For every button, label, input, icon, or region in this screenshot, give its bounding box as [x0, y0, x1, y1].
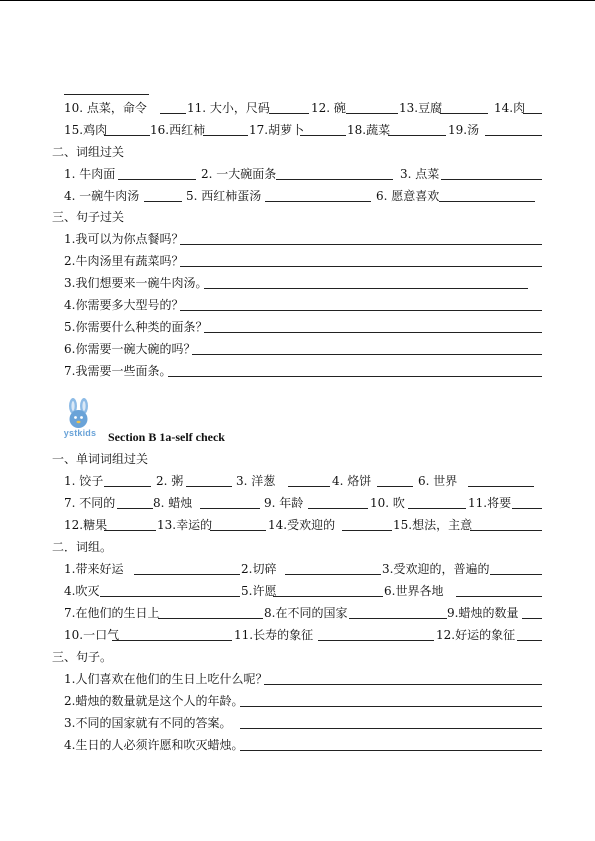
answer-blank[interactable]: [470, 530, 542, 531]
sentence-row: [0, 252, 595, 270]
answer-blank[interactable]: [265, 201, 371, 202]
sb-phrases-heading-row: [0, 538, 595, 556]
vocab-row-10: [0, 99, 595, 117]
sentence-row: [0, 230, 595, 248]
vocab-item-19: 19.汤: [448, 123, 480, 137]
answer-blank[interactable]: [517, 640, 542, 641]
sb-sentence-prompt: 1.人们喜欢在他们的生日上吃什么呢？: [64, 672, 268, 686]
logo-text: ystkids: [63, 428, 97, 438]
answer-blank[interactable]: [144, 201, 182, 202]
answer-blank[interactable]: [440, 113, 488, 114]
sb-words-heading-row: [0, 450, 595, 468]
phrase-item-6: 6. 愿意喜欢: [376, 189, 440, 203]
answer-blank[interactable]: [377, 486, 413, 487]
sb-word-6: 6. 世界: [418, 474, 458, 488]
sb-sentences-heading: 三、句子。: [52, 650, 113, 664]
sb-sentence-prompt: 2.蜡烛的数量就是这个人的年龄。: [64, 694, 244, 708]
answer-blank[interactable]: [512, 508, 542, 509]
answer-blank[interactable]: [104, 486, 151, 487]
answer-blank[interactable]: [523, 113, 542, 114]
sentences-heading: 三、句子过关: [52, 210, 125, 224]
sentence-prompt: 5.你需要什么种类的面条？: [64, 320, 208, 334]
sb-sentences-heading-row: [0, 648, 595, 666]
answer-blank[interactable]: [64, 94, 149, 95]
sb-phrase-1: 1.带来好运: [64, 562, 124, 576]
sentence-prompt: 2.牛肉汤里有蔬菜吗？: [64, 254, 184, 268]
sb-sentence-prompt: 3.不同的国家就有不同的答案。: [64, 716, 232, 730]
answer-blank[interactable]: [180, 266, 542, 267]
answer-blank[interactable]: [210, 530, 266, 531]
sentences-heading-row: [0, 208, 595, 226]
sb-word-11: 11.将要: [468, 496, 512, 510]
answer-blank[interactable]: [408, 508, 466, 509]
page-top-rule: [0, 0, 595, 1]
bunny-icon: [57, 398, 103, 430]
answer-blank[interactable]: [203, 135, 248, 136]
vocab-row-15: [0, 121, 595, 139]
vocab-item-12: 12. 碗: [311, 101, 346, 115]
sb-phrase-12: 12.好运的象征: [436, 628, 516, 642]
answer-blank[interactable]: [269, 113, 309, 114]
answer-blank[interactable]: [100, 596, 240, 597]
vocab-item-11: 11. 大小，尺码: [187, 101, 270, 115]
answer-blank[interactable]: [349, 618, 447, 619]
answer-blank[interactable]: [346, 113, 398, 114]
sb-word-3: 3. 洋葱: [236, 474, 276, 488]
vocab-item-14: 14.肉: [494, 101, 526, 115]
answer-blank[interactable]: [240, 706, 542, 707]
answer-blank[interactable]: [308, 508, 368, 509]
answer-blank[interactable]: [388, 135, 446, 136]
answer-blank[interactable]: [490, 574, 542, 575]
phrase-row-1: [0, 165, 595, 183]
answer-blank[interactable]: [240, 750, 542, 751]
answer-blank[interactable]: [318, 640, 434, 641]
sb-phrase-9: 9.蜡烛的数量: [447, 606, 519, 620]
answer-blank[interactable]: [158, 618, 263, 619]
sb-phrase-5: 5.许愿: [241, 584, 277, 598]
sb-word-14: 14.受欢迎的: [268, 518, 336, 532]
phrase-item-3: 3. 点菜: [400, 167, 440, 181]
answer-blank[interactable]: [240, 728, 542, 729]
answer-blank[interactable]: [439, 201, 535, 202]
answer-blank[interactable]: [456, 596, 542, 597]
vocab-item-18: 18.蔬菜: [347, 123, 391, 137]
sb-word-12: 12.糖果: [64, 518, 108, 532]
sb-sentence-row: [0, 714, 595, 732]
sb-word-4: 4. 烙饼: [332, 474, 372, 488]
answer-blank[interactable]: [168, 376, 542, 377]
sentence-prompt: 4.你需要多大型号的？: [64, 298, 184, 312]
answer-blank[interactable]: [117, 508, 153, 509]
answer-blank[interactable]: [204, 288, 528, 289]
answer-blank[interactable]: [276, 179, 393, 180]
sentence-row: [0, 296, 595, 314]
answer-blank[interactable]: [104, 135, 150, 136]
vocab-item-10: 10. 点菜，命令: [64, 101, 147, 115]
sb-word-15: 15.想法，主意: [393, 518, 473, 532]
sb-word-10: 10. 吹: [370, 496, 405, 510]
answer-blank[interactable]: [264, 684, 542, 685]
answer-blank[interactable]: [485, 135, 542, 136]
sb-word-row-3: [0, 516, 595, 534]
sb-phrase-row-2: [0, 582, 595, 600]
answer-blank[interactable]: [180, 310, 542, 311]
top-leftover-line: [0, 80, 595, 98]
sb-word-row-2: [0, 494, 595, 512]
vocab-item-17: 17.胡萝卜: [249, 123, 305, 137]
answer-blank[interactable]: [118, 179, 196, 180]
phrase-item-2: 2. 一大碗面条: [201, 167, 277, 181]
sentence-prompt: 1.我可以为你点餐吗？: [64, 232, 184, 246]
section-b-title: Section B 1a-self check: [108, 430, 225, 444]
sentence-row: [0, 340, 595, 358]
sb-sentence-row: [0, 692, 595, 710]
phrase-row-2: [0, 187, 595, 205]
sb-sentence-prompt: 4.生日的人必须许愿和吹灭蜡烛。: [64, 738, 244, 752]
answer-blank[interactable]: [300, 135, 346, 136]
phrases-heading: 二、词组过关: [52, 145, 125, 159]
answer-blank[interactable]: [200, 508, 260, 509]
sb-sentence-row: [0, 670, 595, 688]
vocab-item-16: 16.西红柿: [150, 123, 206, 137]
answer-blank[interactable]: [522, 618, 542, 619]
sb-word-9: 9. 年龄: [264, 496, 304, 510]
answer-blank[interactable]: [342, 530, 392, 531]
answer-blank[interactable]: [192, 354, 542, 355]
vocab-item-13: 13.豆腐: [399, 101, 443, 115]
sb-word-7: 7. 不同的: [64, 496, 116, 510]
answer-blank[interactable]: [180, 244, 542, 245]
sentence-prompt: 6.你需要一碗大碗的吗？: [64, 342, 196, 356]
phrase-item-5: 5. 西红柿蛋汤: [186, 189, 262, 203]
answer-blank[interactable]: [441, 179, 542, 180]
section-b-title-row: [0, 428, 595, 446]
sb-phrase-6: 6.世界各地: [384, 584, 444, 598]
sb-word-13: 13.幸运的: [157, 518, 213, 532]
answer-blank[interactable]: [285, 574, 381, 575]
answer-blank[interactable]: [186, 486, 232, 487]
sentence-prompt: 7.我需要一些面条。: [64, 364, 172, 378]
sb-phrase-row-4: [0, 626, 595, 644]
answer-blank[interactable]: [104, 530, 156, 531]
sb-phrase-10: 10.一口气: [64, 628, 120, 642]
phrase-item-4: 4. 一碗牛肉汤: [64, 189, 140, 203]
phrases-heading-row: [0, 143, 595, 161]
sb-phrase-8: 8.在不同的国家: [264, 606, 348, 620]
answer-blank[interactable]: [204, 332, 542, 333]
sb-phrase-4: 4.吹灭: [64, 584, 100, 598]
answer-blank[interactable]: [273, 596, 383, 597]
sb-phrase-3: 3.受欢迎的，普遍的: [382, 562, 490, 576]
sb-word-2: 2. 粥: [156, 474, 184, 488]
answer-blank[interactable]: [288, 486, 330, 487]
sb-word-1: 1. 饺子: [64, 474, 104, 488]
answer-blank[interactable]: [112, 640, 232, 641]
sentence-row: [0, 362, 595, 380]
sb-sentence-row: [0, 736, 595, 754]
sentence-prompt: 3.我们想要来一碗牛肉汤。: [64, 276, 208, 290]
answer-blank[interactable]: [468, 486, 534, 487]
sb-word-8: 8. 蜡烛: [153, 496, 193, 510]
sb-phrases-heading: 二．词组。: [52, 540, 113, 554]
sb-words-heading: 一、单词词组过关: [52, 452, 149, 466]
sb-phrase-7: 7.在他们的生日上: [64, 606, 160, 620]
vocab-item-15: 15.鸡肉: [64, 123, 108, 137]
sb-word-row-1: [0, 472, 595, 490]
sentence-row: [0, 318, 595, 336]
sb-phrase-row-3: [0, 604, 595, 622]
phrase-item-1: 1. 牛肉面: [64, 167, 116, 181]
sb-phrase-11: 11.长寿的象征: [234, 628, 314, 642]
answer-blank[interactable]: [160, 113, 186, 114]
answer-blank[interactable]: [134, 574, 240, 575]
sentence-row: [0, 274, 595, 292]
sb-phrase-2: 2.切碎: [241, 562, 277, 576]
sb-phrase-row-1: [0, 560, 595, 578]
